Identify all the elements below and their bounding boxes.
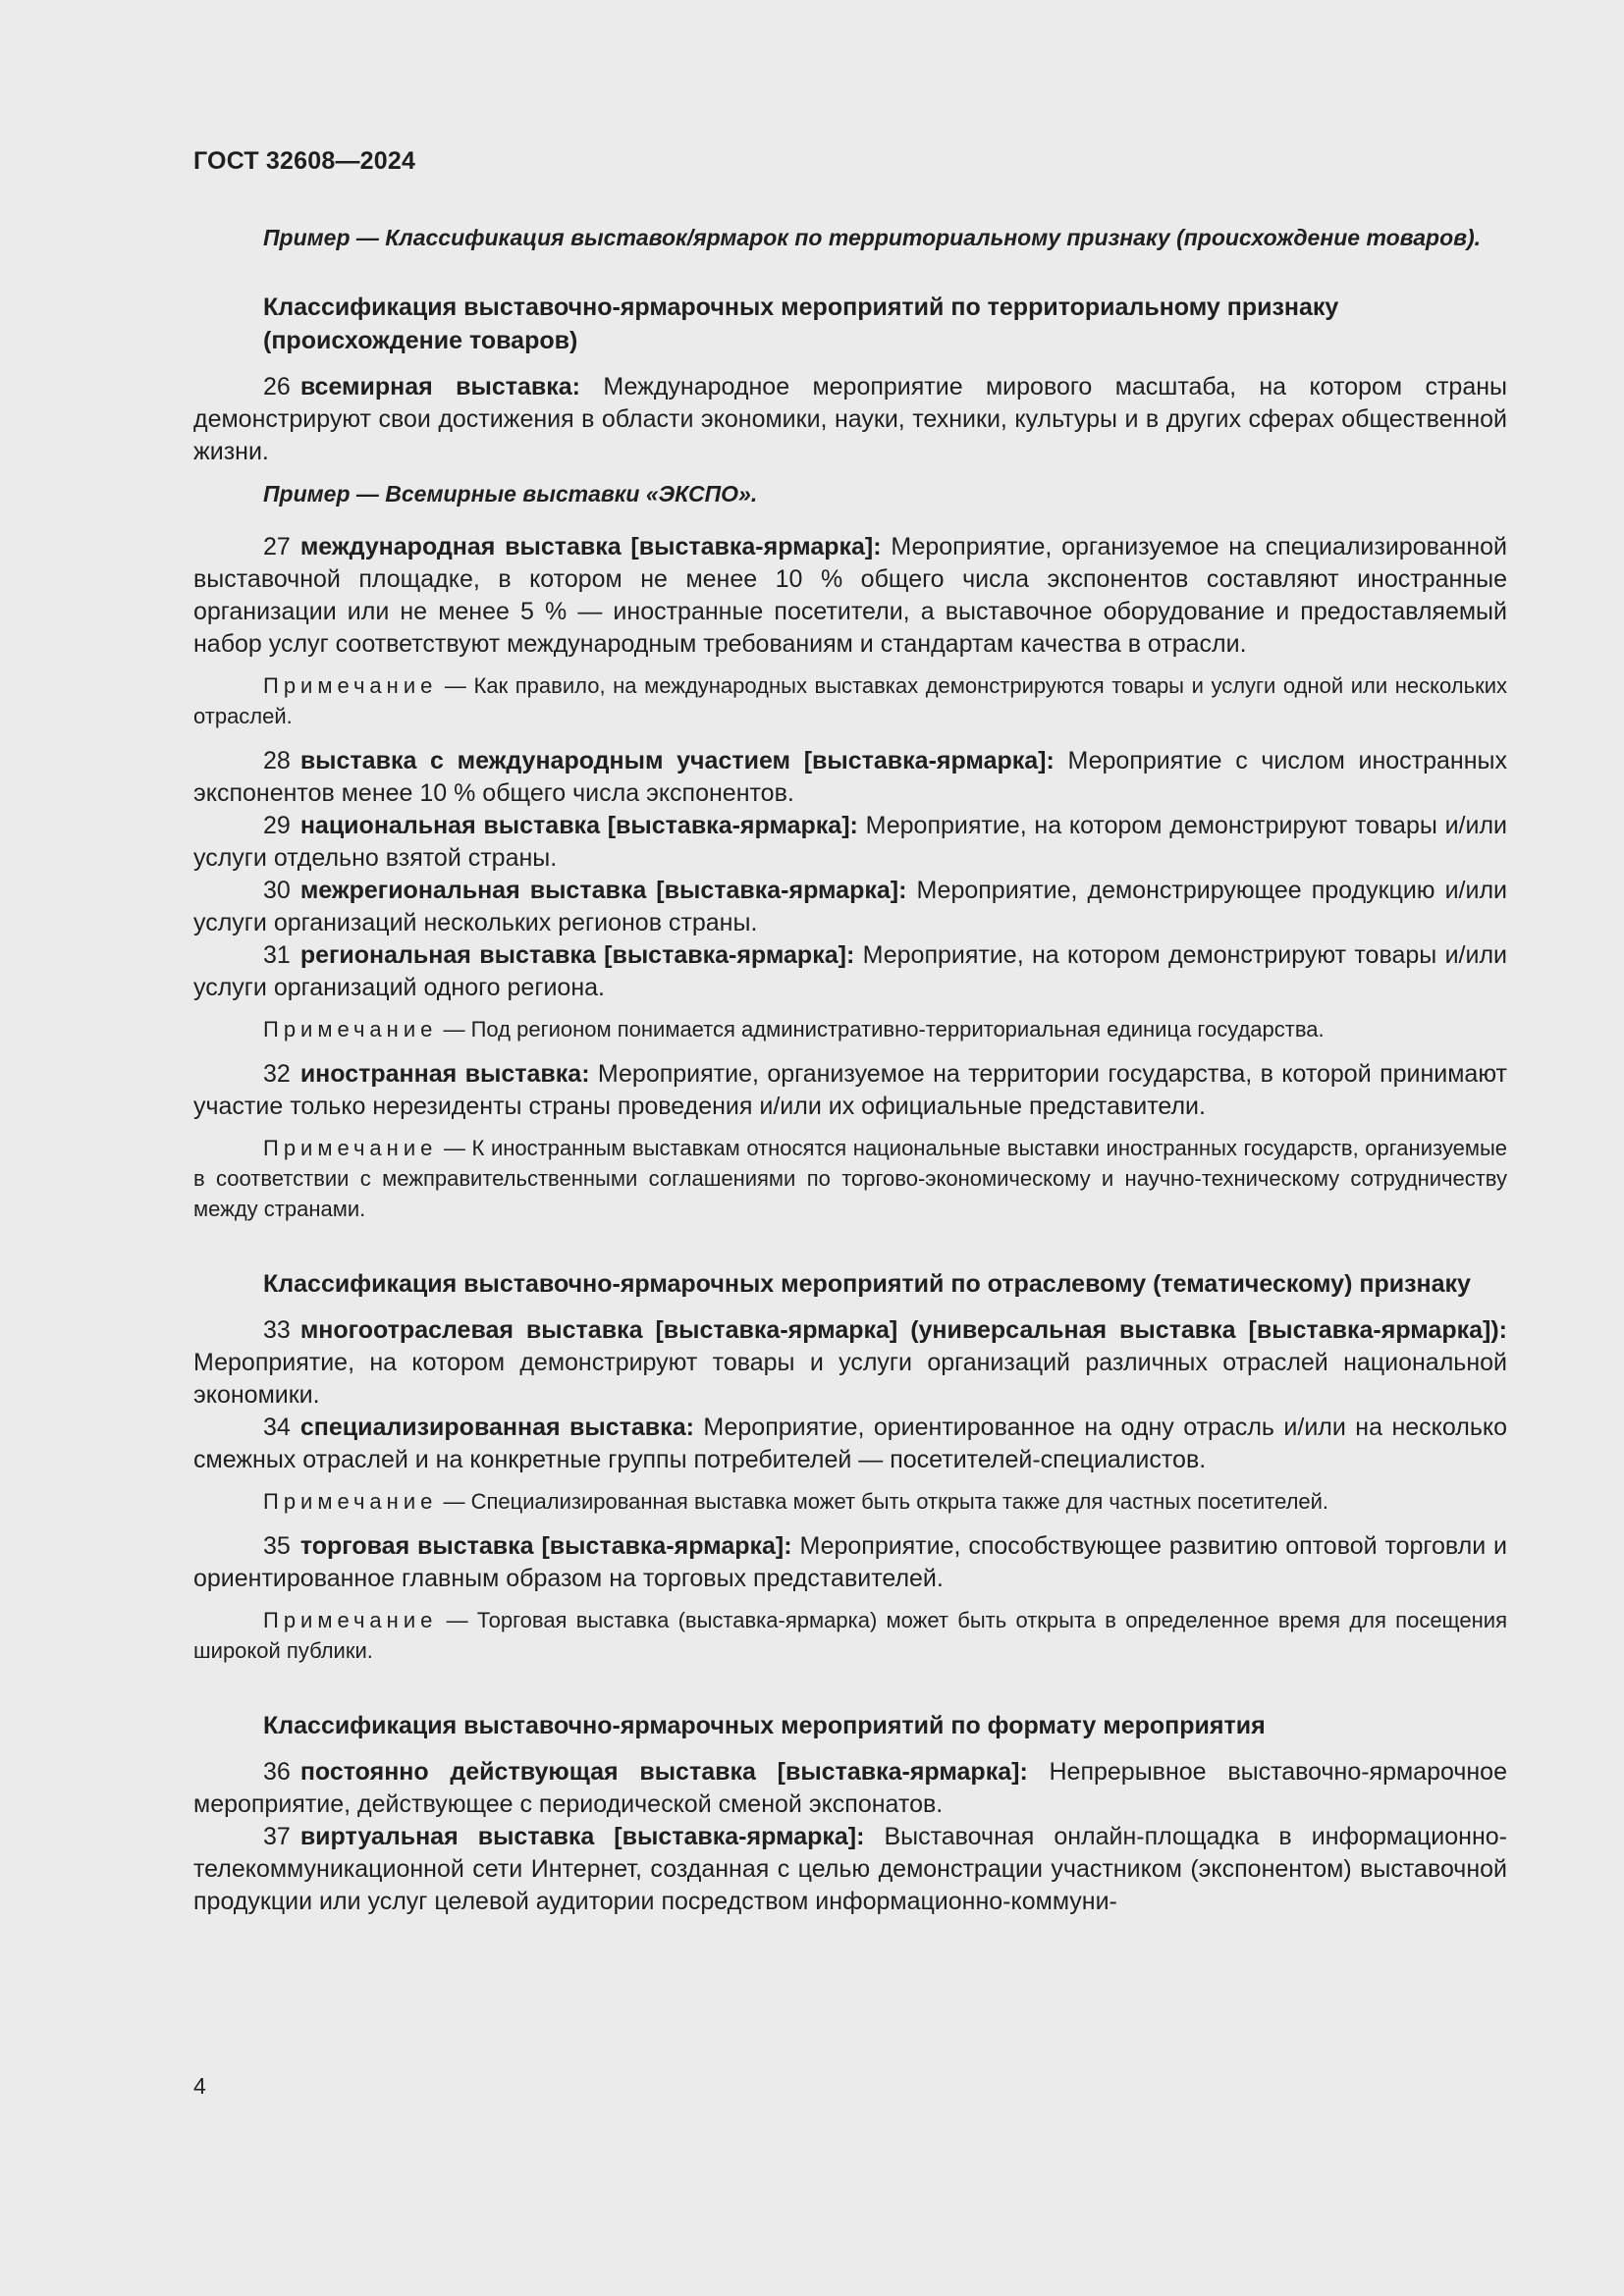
term-number: 34 xyxy=(263,1414,291,1441)
term-name: национальная выставка [выставка-ярмарка]: xyxy=(299,812,858,839)
section-heading-format: Классификация выставочно-ярмарочных мероприятий по формату мероприятия xyxy=(263,1712,1266,1739)
term-33 xyxy=(193,1314,1507,1412)
term-number: 33 xyxy=(263,1316,291,1344)
term-number: 37 xyxy=(263,1823,291,1850)
note-27 xyxy=(193,670,1507,731)
term-definition: Выставочная онлайн-площадка в информационно-телекоммуникационной сети Интернет, созданная с целью демонстрации участником (экспонентом) выставочной продукции или услуг целевой аудитории посредством информационно-коммуни- xyxy=(193,1823,1508,1915)
note-text: Как правило, на международных выставках демонстрируются товары и услуги одной или нескольких отраслей. xyxy=(193,673,1507,728)
note-dash: — xyxy=(437,673,474,698)
term-name: иностранная выставка: xyxy=(299,1060,590,1088)
term-26 xyxy=(193,371,1507,468)
note-label: Примечание xyxy=(263,1136,438,1160)
example-classification: Пример — Классификация выставок/ярмарок по территориальному признаку (происхождение товаров). xyxy=(263,225,1482,250)
note-34 xyxy=(193,1486,1507,1517)
document-page xyxy=(193,147,1507,1918)
term-name: межрегиональная выставка [выставка-ярмарка]: xyxy=(299,877,907,904)
term-number: 27 xyxy=(263,533,291,561)
note-32 xyxy=(193,1133,1507,1224)
term-28 xyxy=(193,745,1507,810)
term-37 xyxy=(193,1821,1507,1918)
note-31 xyxy=(193,1014,1507,1044)
term-29 xyxy=(193,810,1507,875)
term-name: всемирная выставка: xyxy=(299,373,581,400)
term-30 xyxy=(193,875,1507,939)
term-name: выставка с международным участием [выставка-ярмарка]: xyxy=(299,747,1055,774)
term-definition: Мероприятие, на котором демонстрируют товары и/или услуги организаций одного региона. xyxy=(193,941,1507,1001)
note-text: Специализированная выставка может быть открыта также для частных посетителей. xyxy=(470,1489,1329,1514)
term-32 xyxy=(193,1058,1507,1123)
note-35 xyxy=(193,1605,1507,1666)
term-number: 35 xyxy=(263,1532,291,1560)
note-dash: — xyxy=(437,1608,477,1632)
term-number: 29 xyxy=(263,812,291,839)
term-definition: Мероприятие, способствующее развитию оптовой торговли и ориентированное главным образом на торговых представителей. xyxy=(193,1532,1507,1592)
term-35 xyxy=(193,1530,1507,1595)
term-34 xyxy=(193,1412,1507,1476)
note-label: Примечание xyxy=(263,673,438,698)
term-name: торговая выставка [выставка-ярмарка]: xyxy=(299,1532,792,1560)
term-definition: Мероприятие, на котором демонстрируют товары и/или услуги отдельно взятой страны. xyxy=(193,812,1508,872)
term-definition: Международное мероприятие мирового масштаба, на котором страны демонстрируют свои достижения в области экономики, науки, техники, культуры и в других сферах общественной жизни. xyxy=(193,373,1507,465)
note-label: Примечание xyxy=(263,1489,438,1514)
term-number: 30 xyxy=(263,877,291,904)
term-definition: Непрерывное выставочно-ярмарочное мероприятие, действующее с периодической сменой экспонатов. xyxy=(193,1758,1507,1818)
term-name: виртуальная выставка [выставка-ярмарка]: xyxy=(299,1823,865,1850)
page-number: 4 xyxy=(193,2073,206,2099)
term-definition: Мероприятие, организуемое на территории государства, в которой принимают участие только нерезиденты страны проведения и/или их официальные представители. xyxy=(193,1060,1507,1120)
term-name: многоотраслевая выставка [выставка-ярмарка] (универсальная выставка [выставка-ярмарка]): xyxy=(299,1316,1507,1344)
term-27 xyxy=(193,531,1507,661)
term-name: специализированная выставка: xyxy=(299,1414,694,1441)
term-definition: Мероприятие, ориентированное на одну отрасль и/или на несколько смежных отраслей и на конкретные группы потребителей — посетителей-специалистов. xyxy=(193,1414,1507,1473)
term-name: постоянно действующая выставка [выставка-ярмарка]: xyxy=(299,1758,1028,1786)
note-dash: — xyxy=(437,1136,472,1160)
term-number: 28 xyxy=(263,747,291,774)
note-text: К иностранным выставкам относятся национальные выставки иностранных государств, организуемые в соответствии с межправительственными соглашениями по торгово-экономическому и научно-техническому сотрудничеству между странами. xyxy=(193,1136,1507,1221)
note-label: Примечание xyxy=(263,1608,438,1632)
example-expo: Пример — Всемирные выставки «ЭКСПО». xyxy=(263,481,758,507)
note-dash: — xyxy=(437,1017,471,1041)
term-36 xyxy=(193,1756,1507,1821)
term-definition: Мероприятие, демонстрирующее продукцию и/или услуги организаций нескольких регионов страны. xyxy=(193,877,1507,936)
term-definition: Мероприятие, организуемое на специализированной выставочной площадке, в котором не менее 10 % общего числа экспонентов составляют иностранные организации или не менее 5 % — иностранные посетители, а выставочное оборудование и предоставляемый набор услуг соответствуют международным требованиям и стандартам качества в отрасли. xyxy=(193,533,1507,658)
note-text: Под регионом понимается административно-территориальная единица государства. xyxy=(470,1017,1325,1041)
section-heading-industry: Классификация выставочно-ярмарочных мероприятий по отраслевому (тематическому) признаку xyxy=(263,1270,1471,1298)
standard-header: ГОСТ 32608—2024 xyxy=(193,147,416,175)
term-number: 31 xyxy=(263,941,291,969)
term-definition: Мероприятие с числом иностранных экспонентов менее 10 % общего числа экспонентов. xyxy=(193,747,1508,807)
term-number: 32 xyxy=(263,1060,291,1088)
note-text: Торговая выставка (выставка-ярмарка) может быть открыта в определенное время для посещения широкой публики. xyxy=(193,1608,1507,1663)
term-definition: Мероприятие, на котором демонстрируют товары и услуги организаций различных отраслей национальной экономики. xyxy=(193,1349,1507,1409)
note-label: Примечание xyxy=(263,1017,438,1041)
section-heading-territorial: Классификация выставочно-ярмарочных мероприятий по территориальному признаку (происхождение товаров) xyxy=(263,294,1339,354)
term-name: региональная выставка [выставка-ярмарка]: xyxy=(299,941,855,969)
term-name: международная выставка [выставка-ярмарка]: xyxy=(299,533,882,561)
term-number: 26 xyxy=(263,373,291,400)
note-dash: — xyxy=(437,1489,471,1514)
term-31 xyxy=(193,939,1507,1004)
term-number: 36 xyxy=(263,1758,291,1786)
